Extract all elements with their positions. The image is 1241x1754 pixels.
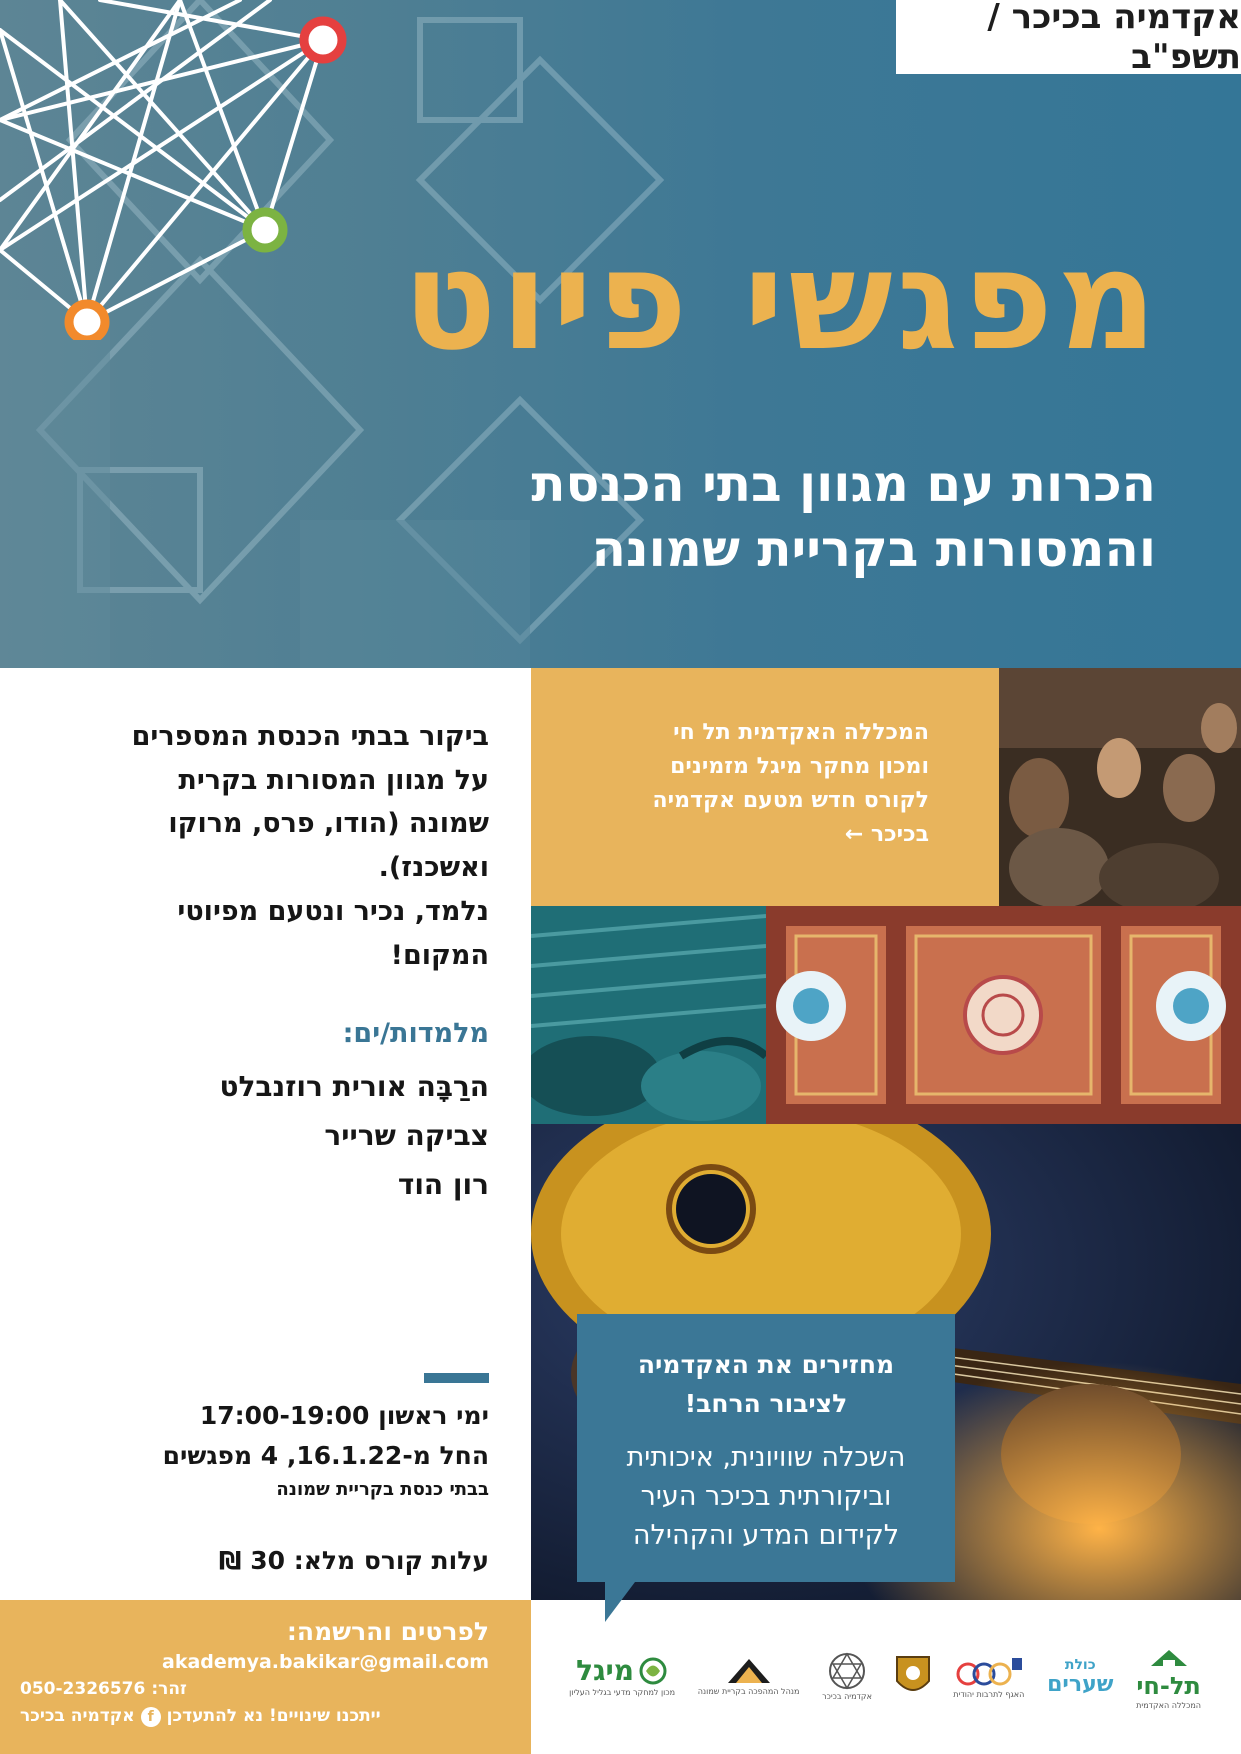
partner-logos (531, 1600, 1241, 1754)
contact-box (0, 1600, 531, 1754)
amphitheater-photo (531, 906, 766, 1124)
invitation-line: המכללה האקדמית תל חי (673, 720, 929, 745)
network-graphic (0, 0, 360, 340)
revolution-name: מנהל המהפכה בקריית שמונה (697, 1687, 800, 1697)
description-line: ואשכנז). (378, 852, 489, 884)
subtitle (256, 452, 1156, 582)
subtitle-line: והמסורות בקריית שמונה (591, 520, 1156, 578)
network-node-orange (69, 304, 105, 340)
teacher-name: רון הוד (397, 1168, 489, 1201)
synagogue-ceiling-photo (766, 906, 1241, 1124)
telhai-emblem-icon (1149, 1644, 1189, 1674)
course-description (49, 715, 489, 977)
city-shield-icon (895, 1655, 931, 1699)
jewish-culture-logo (953, 1654, 1024, 1700)
schedule-start: החל מ-16.1.22, 4 מפגשים (162, 1441, 489, 1470)
main-title: מפגשי פיוט (402, 220, 1161, 381)
telhai-logo (1136, 1644, 1201, 1711)
invitation-box (531, 668, 999, 906)
teachers-heading: מלמדות/ים: (342, 1018, 489, 1049)
invitation-line: בכיכר ← (844, 822, 929, 848)
facebook-icon[interactable]: f (141, 1707, 161, 1727)
shaarim-logo (1047, 1658, 1113, 1696)
header-banner (0, 0, 1241, 668)
description-line: שמונה (הודו, פרס, מרוקו (168, 808, 489, 840)
course-price: עלות קורס מלא: 30 ₪ (218, 1546, 489, 1575)
audience-photo (999, 668, 1241, 906)
schedule-time: ימי ראשון 17:00-19:00 (199, 1401, 489, 1430)
shaarim-top: כולת (1064, 1657, 1096, 1674)
contact-note-row (20, 1703, 489, 1730)
teachers-list (49, 1062, 489, 1209)
contact-phone-label: זהר: (151, 1679, 187, 1700)
migal-leaf-icon (638, 1656, 668, 1686)
network-node-green (247, 212, 283, 248)
facebook-page-name[interactable]: אקדמיה בכיכר (20, 1706, 135, 1727)
mission-title-line: לציבור הרחב! (684, 1388, 848, 1418)
migal-name: מיגל (576, 1654, 635, 1688)
invitation-line: לקורס חדש מטעם אקדמיה (652, 788, 929, 814)
telhai-subtitle: המכללה האקדמית (1136, 1700, 1201, 1710)
contact-phone-row (20, 1676, 489, 1703)
shaarim-name: שערים (1047, 1671, 1114, 1697)
schedule-info (29, 1396, 489, 1503)
subtitle-line: הכרות עם מגוון בתי הכנסת (531, 455, 1156, 513)
mission-speech-bubble (577, 1314, 955, 1582)
akademya-logo-name: אקדמיה בכיכר (822, 1692, 872, 1702)
schedule-place: בבתי כנסת בקריית שמונה (276, 1479, 489, 1500)
section-divider (424, 1373, 489, 1383)
academy-year-tag: אקדמיה בכיכר / תשפ"ב (896, 0, 1241, 74)
teacher-name: צביקה שרייר (324, 1119, 489, 1152)
revolution-logo (698, 1657, 800, 1697)
teacher-name: הרַבָּה אורית רוזנבלט (219, 1070, 489, 1103)
mission-body-line: השכלה שוויונית, איכותית (626, 1441, 906, 1473)
contact-phone[interactable]: 050-2326576 (20, 1679, 146, 1700)
city-emblem-logo (895, 1655, 931, 1699)
contact-heading: לפרטים והרשמה: (286, 1617, 489, 1646)
description-line: ביקור בבתי הכנסת המספרים (131, 721, 489, 752)
jewish-culture-emblem-icon (954, 1654, 1024, 1688)
contact-email[interactable]: akademya.bakikar@gmail.com (162, 1650, 489, 1673)
jewish-culture-name: האגף לתרבות יהודית (953, 1690, 1025, 1700)
migal-subtitle: מכון למחקר מדעי בגליל העליון (569, 1688, 676, 1698)
description-line: על מגוון המסורות בקרית (178, 764, 489, 796)
telhai-name: תל-חי (1136, 1671, 1201, 1700)
migal-logo (569, 1656, 675, 1698)
invitation-line: ומכון מחקר מיגל מזמינים (670, 754, 929, 780)
akademya-network-icon (828, 1652, 866, 1690)
network-node-red (304, 21, 342, 59)
mission-title-line: מחזירים את האקדמיה (637, 1350, 895, 1379)
mission-body-line: לקידום המדע והקהילה (632, 1519, 900, 1551)
changes-note: ייתכנו שינויים! נא להתעדכן (166, 1706, 381, 1727)
description-line: המקום! (390, 939, 489, 971)
akademya-logo (822, 1652, 872, 1702)
revolution-tent-icon (726, 1657, 772, 1685)
description-line: נלמד, נכיר ונטעם מפיוטי (177, 895, 489, 927)
mission-body-line: וביקורתית בכיכר העיר (640, 1480, 892, 1512)
